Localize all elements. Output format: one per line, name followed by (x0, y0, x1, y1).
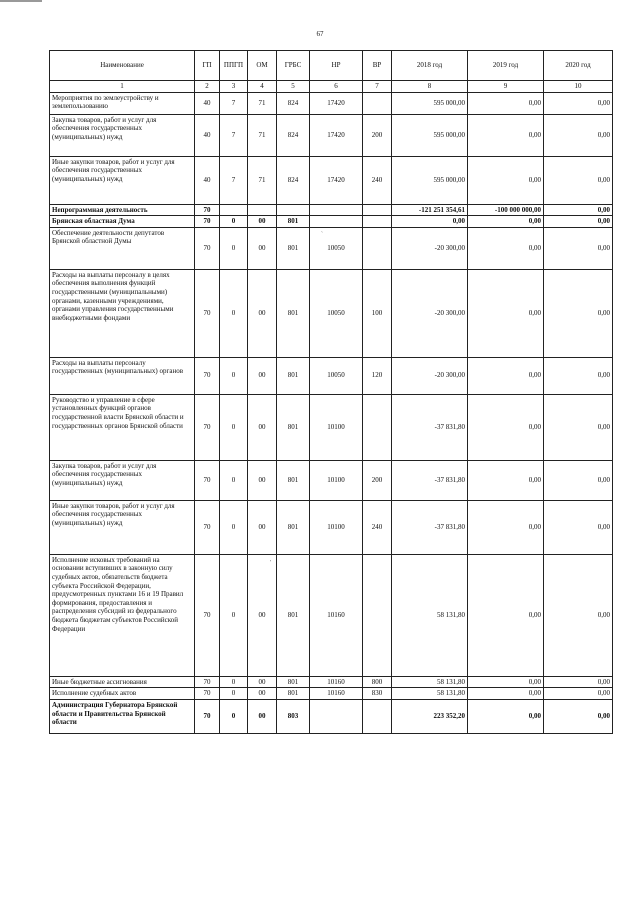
cell-gp: 40 (195, 156, 220, 204)
cell-ppgp: 7 (220, 156, 248, 204)
table-row (50, 699, 613, 733)
cell-name: Иные бюджетные ассигнования (50, 676, 195, 688)
cell-gp: 40 (195, 92, 220, 114)
cell-vr: 100 (363, 269, 392, 357)
cell-y2020: 0,00 (544, 216, 613, 228)
cell-y2020: 0,00 (544, 204, 613, 216)
table-body (50, 92, 613, 733)
cell-name: Брянская областная Дума (50, 216, 195, 228)
cell-y2020: 0,00 (544, 554, 613, 676)
cell-om: 00 (248, 699, 277, 733)
cell-y2018: 58 131,80 (392, 688, 468, 700)
col-number: 5 (277, 81, 310, 93)
cell-name: Закупка товаров, работ и услуг для обеспечения государственных (муниципальных) нужд (50, 460, 195, 500)
cell-ppgp: 0 (220, 460, 248, 500)
table-row (50, 688, 613, 700)
cell-name: Обеспечение деятельности депутатов Брянской областной Думы (50, 227, 195, 269)
cell-vr (363, 204, 392, 216)
cell-nr: 10100 (310, 394, 363, 460)
cell-vr (363, 394, 392, 460)
cell-vr (363, 699, 392, 733)
cell-om: 00 (248, 676, 277, 688)
table-row (50, 554, 613, 676)
cell-nr: 10160 (310, 688, 363, 700)
cell-gp: 70 (195, 269, 220, 357)
cell-y2019: 0,00 (468, 676, 544, 688)
header-vr: ВР (363, 51, 392, 81)
table-row (50, 92, 613, 114)
cell-vr (363, 216, 392, 228)
cell-y2020: 0,00 (544, 460, 613, 500)
cell-y2020: 0,00 (544, 156, 613, 204)
cell-om: 00 (248, 460, 277, 500)
cell-gp: 70 (195, 357, 220, 394)
cell-nr: 17420 (310, 114, 363, 156)
cell-y2020: 0,00 (544, 394, 613, 460)
cell-om (248, 204, 277, 216)
cell-name: Мероприятия по землеустройству и землепользованию (50, 92, 195, 114)
col-number: 8 (392, 81, 468, 93)
cell-om: 00 (248, 500, 277, 554)
cell-ppgp: 0 (220, 269, 248, 357)
header-2020: 2020 год (544, 51, 613, 81)
cell-gp: 70 (195, 204, 220, 216)
col-number: 6 (310, 81, 363, 93)
cell-y2019: 0,00 (468, 227, 544, 269)
cell-grbs: 801 (277, 216, 310, 228)
cell-y2020: 0,00 (544, 500, 613, 554)
cell-y2019: 0,00 (468, 554, 544, 676)
cell-y2018: 223 352,20 (392, 699, 468, 733)
cell-nr: 10100 (310, 460, 363, 500)
column-number-row (50, 81, 613, 93)
table-row (50, 216, 613, 228)
cell-y2018: 58 131,80 (392, 554, 468, 676)
cell-gp: 40 (195, 114, 220, 156)
cell-y2020: 0,00 (544, 357, 613, 394)
cell-y2018: -20 300,00 (392, 227, 468, 269)
cell-grbs: 824 (277, 114, 310, 156)
cell-y2020: 0,00 (544, 114, 613, 156)
col-number: 9 (468, 81, 544, 93)
cell-y2020: 0,00 (544, 676, 613, 688)
cell-y2018: -121 251 354,61 (392, 204, 468, 216)
cell-name: Руководство и управление в сфере установленных функций органов государственной власти Брянской области и государственных органов Брянской области (50, 394, 195, 460)
cell-ppgp (220, 204, 248, 216)
cell-y2019: 0,00 (468, 156, 544, 204)
top-rule (0, 0, 42, 2)
cell-grbs (277, 204, 310, 216)
cell-om: 00 (248, 394, 277, 460)
cell-om: 00 (248, 357, 277, 394)
cell-ppgp: 0 (220, 676, 248, 688)
cell-grbs: 803 (277, 699, 310, 733)
header-ppgp: ППГП (220, 51, 248, 81)
cell-y2019: 0,00 (468, 460, 544, 500)
header-grbs: ГРБС (277, 51, 310, 81)
cell-y2018: -37 831,80 (392, 460, 468, 500)
cell-y2019: -100 000 000,00 (468, 204, 544, 216)
cell-y2019: 0,00 (468, 92, 544, 114)
cell-y2019: 0,00 (468, 357, 544, 394)
cell-nr: 10160 (310, 676, 363, 688)
cell-grbs: 801 (277, 227, 310, 269)
cell-grbs: 801 (277, 676, 310, 688)
header-2018: 2018 год (392, 51, 468, 81)
cell-grbs: 801 (277, 357, 310, 394)
cell-y2018: -20 300,00 (392, 357, 468, 394)
table-row (50, 269, 613, 357)
header-nr: НР (310, 51, 363, 81)
page-number: 67 (316, 30, 324, 38)
cell-nr: 10050 (310, 269, 363, 357)
table-row (50, 204, 613, 216)
cell-ppgp: 0 (220, 216, 248, 228)
cell-gp: 70 (195, 500, 220, 554)
cell-ppgp: 0 (220, 554, 248, 676)
cell-nr: 10050 (310, 357, 363, 394)
cell-y2018: 595 000,00 (392, 114, 468, 156)
header-gp: ГП (195, 51, 220, 81)
table-row (50, 114, 613, 156)
header-2019: 2019 год (468, 51, 544, 81)
budget-table (49, 50, 613, 734)
table-row (50, 357, 613, 394)
scan-mark: ` (321, 232, 323, 238)
cell-y2019: 0,00 (468, 269, 544, 357)
cell-y2019: 0,00 (468, 500, 544, 554)
cell-nr: 17420 (310, 92, 363, 114)
cell-grbs: 801 (277, 460, 310, 500)
header-name: Наименование (50, 51, 195, 81)
table-row (50, 156, 613, 204)
cell-y2019: 0,00 (468, 216, 544, 228)
cell-gp: 70 (195, 676, 220, 688)
cell-y2018: -20 300,00 (392, 269, 468, 357)
cell-name: Исполнение исковых требований на основании вступивших в законную силу судебных актов, обязательств бюджета субъекта Российской Федерации, предусмотренных пунктами 16 и 19 Правил формирования, предоставления и распределения субсидий из федерального бюджета бюджетам субъектов Российской Федерации (50, 554, 195, 676)
cell-y2020: 0,00 (544, 699, 613, 733)
cell-gp: 70 (195, 688, 220, 700)
cell-vr: 830 (363, 688, 392, 700)
cell-name: Расходы на выплаты персоналу государственных (муниципальных) органов (50, 357, 195, 394)
cell-ppgp: 0 (220, 394, 248, 460)
cell-y2018: -37 831,80 (392, 500, 468, 554)
cell-om: 00 (248, 269, 277, 357)
cell-ppgp: 0 (220, 699, 248, 733)
cell-nr: 10100 (310, 500, 363, 554)
col-number: 3 (220, 81, 248, 93)
cell-name: Расходы на выплаты персоналу в целях обеспечения выполнения функций государственными (муниципальными) органами, казенными учреждениями, органами управления государственными внебюджетными фондами (50, 269, 195, 357)
table-row (50, 227, 613, 269)
cell-grbs: 801 (277, 554, 310, 676)
cell-ppgp: 0 (220, 688, 248, 700)
col-number: 2 (195, 81, 220, 93)
cell-vr: 200 (363, 460, 392, 500)
cell-vr: 240 (363, 500, 392, 554)
cell-y2019: 0,00 (468, 688, 544, 700)
cell-ppgp: 0 (220, 227, 248, 269)
cell-grbs: 801 (277, 500, 310, 554)
cell-y2020: 0,00 (544, 227, 613, 269)
cell-y2019: 0,00 (468, 394, 544, 460)
cell-vr: 800 (363, 676, 392, 688)
table-row (50, 460, 613, 500)
cell-vr: 200 (363, 114, 392, 156)
cell-om: 00 (248, 688, 277, 700)
cell-gp: 70 (195, 216, 220, 228)
cell-y2018: 595 000,00 (392, 156, 468, 204)
cell-grbs: 824 (277, 156, 310, 204)
cell-name: Непрограммная деятельность (50, 204, 195, 216)
cell-nr (310, 204, 363, 216)
cell-y2018: 595 000,00 (392, 92, 468, 114)
cell-y2018: 0,00 (392, 216, 468, 228)
cell-name: Исполнение судебных актов (50, 688, 195, 700)
cell-gp: 70 (195, 554, 220, 676)
cell-vr (363, 227, 392, 269)
cell-vr: 120 (363, 357, 392, 394)
cell-vr: 240 (363, 156, 392, 204)
cell-y2019: 0,00 (468, 699, 544, 733)
table-row (50, 500, 613, 554)
cell-name: Иные закупки товаров, работ и услуг для обеспечения государственных (муниципальных) нужд (50, 156, 195, 204)
col-number: 1 (50, 81, 195, 93)
cell-y2020: 0,00 (544, 92, 613, 114)
cell-nr: 10050 (310, 227, 363, 269)
cell-grbs: 801 (277, 394, 310, 460)
cell-grbs: 801 (277, 688, 310, 700)
cell-gp: 70 (195, 394, 220, 460)
cell-gp: 70 (195, 227, 220, 269)
cell-om: 00 (248, 216, 277, 228)
cell-nr: 10160 (310, 554, 363, 676)
col-number: 7 (363, 81, 392, 93)
cell-name: Иные закупки товаров, работ и услуг для обеспечения государственных (муниципальных) нужд (50, 500, 195, 554)
cell-nr (310, 699, 363, 733)
cell-ppgp: 7 (220, 92, 248, 114)
cell-y2018: -37 831,80 (392, 394, 468, 460)
cell-ppgp: 0 (220, 357, 248, 394)
cell-om: 71 (248, 92, 277, 114)
cell-y2020: 0,00 (544, 269, 613, 357)
cell-name: Закупка товаров, работ и услуг для обеспечения государственных (муниципальных) нужд (50, 114, 195, 156)
cell-om: 00 (248, 554, 277, 676)
header-row (50, 51, 613, 81)
cell-grbs: 824 (277, 92, 310, 114)
table-row (50, 394, 613, 460)
cell-y2018: 58 131,80 (392, 676, 468, 688)
col-number: 10 (544, 81, 613, 93)
cell-vr (363, 92, 392, 114)
cell-nr: 17420 (310, 156, 363, 204)
cell-vr (363, 554, 392, 676)
cell-ppgp: 7 (220, 114, 248, 156)
cell-gp: 70 (195, 699, 220, 733)
cell-grbs: 801 (277, 269, 310, 357)
cell-om: 71 (248, 114, 277, 156)
header-om: ОМ (248, 51, 277, 81)
col-number: 4 (248, 81, 277, 93)
cell-ppgp: 0 (220, 500, 248, 554)
scan-mark: ' (270, 560, 272, 566)
cell-y2019: 0,00 (468, 114, 544, 156)
cell-nr (310, 216, 363, 228)
table-row (50, 676, 613, 688)
cell-name: Администрация Губернатора Брянской области и Правительства Брянской области (50, 699, 195, 733)
cell-om: 71 (248, 156, 277, 204)
cell-gp: 70 (195, 460, 220, 500)
cell-y2020: 0,00 (544, 688, 613, 700)
cell-om: 00 (248, 227, 277, 269)
